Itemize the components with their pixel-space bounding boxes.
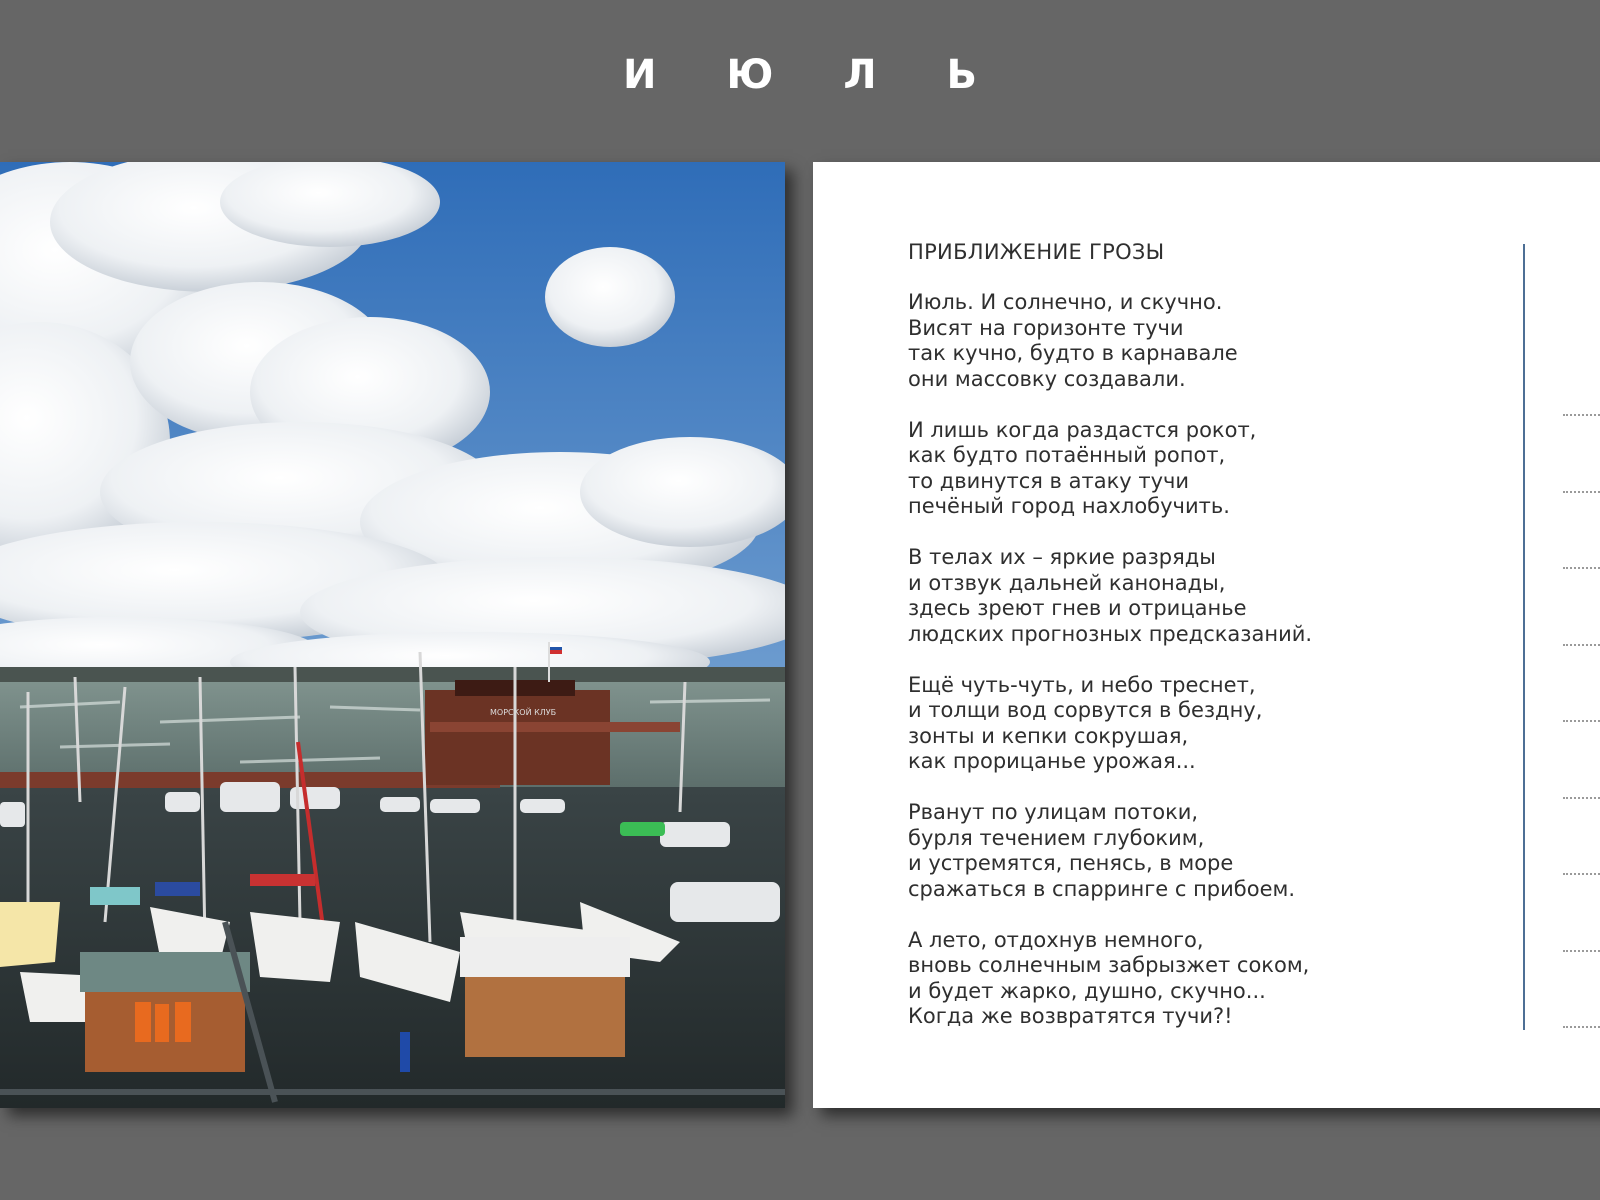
poem-line: Когда же возвратятся тучи?! — [908, 1004, 1233, 1028]
stanza — [908, 418, 1312, 520]
poem-title: ПРИБЛИЖЕНИЕ ГРОЗЫ — [908, 240, 1165, 264]
poem-line: Висят на горизонте тучи — [908, 315, 1184, 340]
note-line — [1563, 797, 1600, 799]
poem-line: и будет жарко, душно, скучно... — [908, 978, 1266, 1003]
poem-line: и устремятся, пенясь, в море — [908, 851, 1234, 875]
poem-line: А лето, отдохнув немного, — [908, 927, 1204, 952]
poem-line: то двинутся в атаку тучи — [908, 468, 1190, 493]
poem-line: они массовку создавали. — [908, 366, 1186, 391]
stanza — [908, 800, 1312, 902]
poem-line: Рванут по улицам потоки, — [908, 800, 1199, 824]
note-line — [1563, 1026, 1600, 1028]
poem-line: и толщи вод сорвутся в бездну, — [908, 698, 1263, 722]
poem-line: так кучно, будто в карнавале — [908, 341, 1238, 365]
margin-rule — [1523, 244, 1525, 1030]
stanza — [908, 290, 1312, 392]
poem-line: Ещё чуть-чуть, и небо треснет, — [908, 672, 1256, 697]
harbor-photo — [0, 162, 785, 1108]
poem-line: здесь зреют гнев и отрицанье — [908, 596, 1247, 620]
poem-line: сражаться в спарринге с прибоем. — [908, 876, 1296, 901]
stanza — [908, 673, 1312, 775]
note-line — [1563, 720, 1600, 722]
stanza — [908, 545, 1312, 647]
poem-line: как будто потаённый ропот, — [908, 443, 1226, 467]
note-line — [1563, 950, 1600, 952]
poem-line: вновь солнечным забрызжет соком, — [908, 953, 1310, 977]
note-line — [1563, 644, 1600, 646]
poem-line: И лишь когда раздастся рокот, — [908, 417, 1257, 442]
poem-line: бурля течением глубоким, — [908, 825, 1205, 850]
poem-line: зонты и кепки сокрушая, — [908, 723, 1189, 748]
harbor-photo-icon — [0, 162, 785, 1108]
poem-line: Июль. И солнечно, и скучно. — [908, 290, 1223, 314]
poem-line: печёный город нахлобучить. — [908, 494, 1230, 518]
note-line — [1563, 414, 1600, 416]
svg-text:МОРСКОЙ КЛУБ: МОРСКОЙ КЛУБ — [490, 708, 557, 717]
stanza — [908, 928, 1312, 1030]
page-title: И Ю Л Ь — [623, 52, 1005, 98]
poem-card — [813, 162, 1600, 1108]
poem-line: как прорицанье урожая... — [908, 749, 1196, 773]
note-line — [1563, 491, 1600, 493]
poem-line: людских прогнозных предсказаний. — [908, 621, 1313, 646]
note-line — [1563, 567, 1600, 569]
note-line — [1563, 873, 1600, 875]
poem-body — [908, 290, 1312, 1055]
poem-line: В телах их – яркие разряды — [908, 545, 1216, 569]
poem-line: и отзвук дальней канонады, — [908, 570, 1226, 595]
